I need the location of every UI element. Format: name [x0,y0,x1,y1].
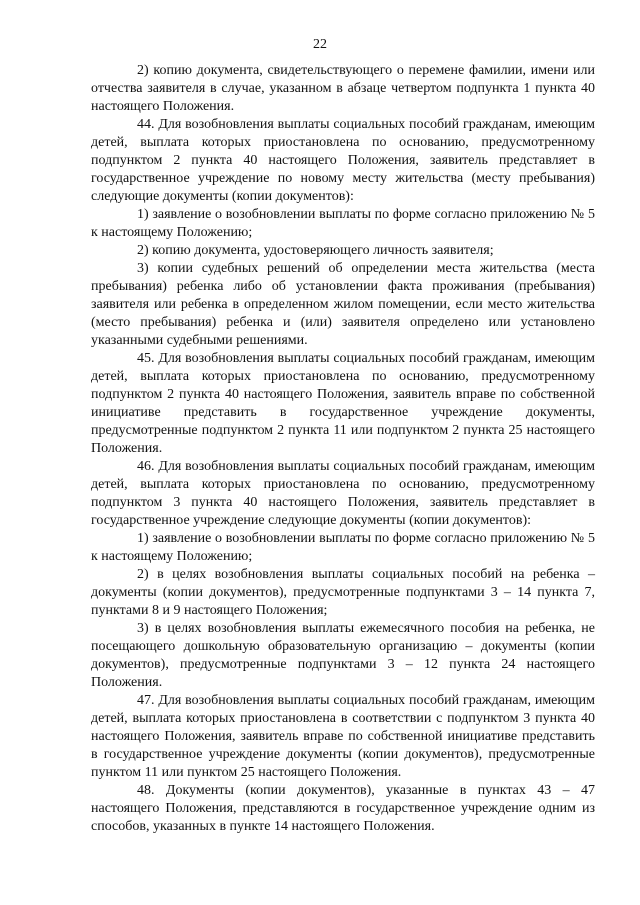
document-body [91,62,595,836]
page-number: 22 [313,37,327,52]
paragraph-44-item-2: 2) копию документа, удостоверяющего личность заявителя; [137,243,494,258]
paragraph-48: 48. Документы (копии документов), указанные в пунктах 43 – 47 настоящего Положения, представляются в государственное учреждение одним из способов, указанных в пункте 14 настоящего Положения. [91,783,595,834]
paragraph-46-item-2: 2) в целях возобновления выплаты социальных пособий на ребенка – документы (копии документов), предусмотренные подпунктами 3 – 14 пункта 7, пунктами 8 и 9 настоящего Положения; [91,567,595,618]
paragraph-item-2-name-change: 2) копию документа, свидетельствующего о перемене фамилии, имени или отчества заявителя в случае, указанном в абзаце четвертом подпункта 1 пункта 40 настоящего Положения. [91,63,595,114]
paragraph-44: 44. Для возобновления выплаты социальных пособий гражданам, имеющим детей, выплата которых приостановлена по основанию, предусмотренному подпунктом 2 пункта 40 настоящего Положения, заявитель представляет в государственное учреждение по новому месту жительства (месту пребывания) следующие документы (копии документов): [91,117,595,204]
paragraph-44-item-3: 3) копии судебных решений об определении места жительства (места пребывания) ребенка либо об установлении факта проживания (пребывания) заявителя или ребенка в определенном жилом помещении, если место жительства (место пребывания) ребенка и (или) заявителя определено или установлено указанными судебными решениями. [91,261,595,348]
paragraph-46-item-3: 3) в целях возобновления выплаты ежемесячного пособия на ребенка, не посещающего дошкольную образовательную организацию – документы (копии документов), предусмотренные подпунктами 3 – 12 пункта 24 настоящего Положения. [91,621,595,690]
paragraph-46-item-1: 1) заявление о возобновлении выплаты по форме согласно приложению № 5 к настоящему Положению; [91,531,595,564]
paragraph-47: 47. Для возобновления выплаты социальных пособий гражданам, имеющим детей, выплата которых приостановлена в соответствии с подпунктом 3 пункта 40 настоящего Положения, заявитель вправе по собственной инициативе представить в государственное учреждение документы (копии документов), предусмотренные пунктом 11 или пунктом 25 настоящего Положения. [91,693,595,780]
paragraph-46: 46. Для возобновления выплаты социальных пособий гражданам, имеющим детей, выплата которых приостановлена по основанию, предусмотренному подпунктом 3 пункта 40 настоящего Положения, заявитель представляет в государственное учреждение следующие документы (копии документов): [91,459,595,528]
paragraph-44-item-1: 1) заявление о возобновлении выплаты по форме согласно приложению № 5 к настоящему Положению; [91,207,595,240]
paragraph-45: 45. Для возобновления выплаты социальных пособий гражданам, имеющим детей, выплата которых приостановлена по основанию, предусмотренному подпунктом 2 пункта 40 настоящего Положения, заявитель вправе по собственной инициативе представить в государственное учреждение документы, предусмотренные подпунктом 2 пункта 11 или подпунктом 2 пункта 25 настоящего Положения. [91,351,595,456]
